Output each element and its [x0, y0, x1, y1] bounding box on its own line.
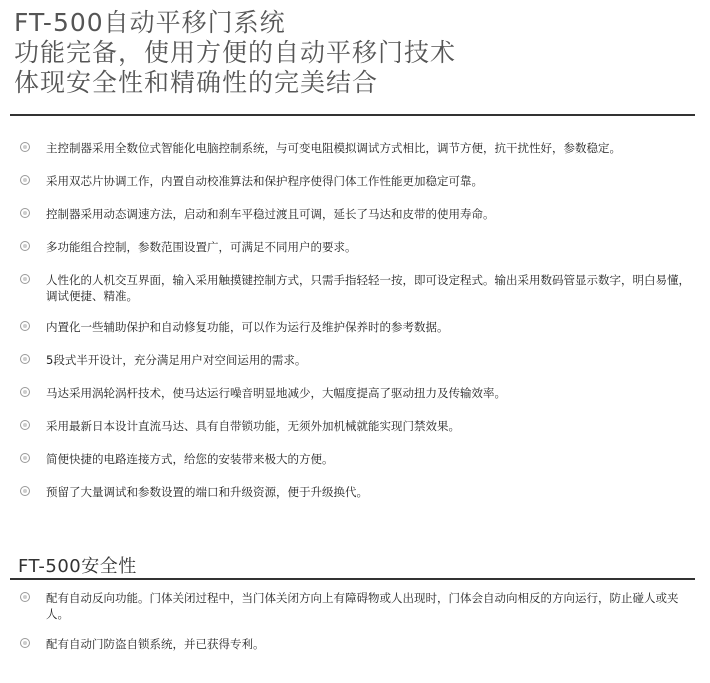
- list-item-text: 采用双芯片协调工作，内置自动校准算法和保护程序使得门体工作性能更加稳定可靠。: [46, 174, 483, 188]
- list-item-text: 配有自动反向功能。门体关闭过程中，当门体关闭方向上有障碍物或人出现时，门体会自动向相反的方向运行，防止碰人或夹人。: [46, 591, 679, 621]
- list-item-text: 采用最新日本设计直流马达、具有自带锁功能，无须外加机械就能实现门禁效果。: [46, 419, 460, 433]
- circle-bullet-icon: [20, 638, 30, 648]
- circle-bullet-icon: [20, 486, 30, 496]
- list-item-text: 主控制器采用全数位式智能化电脑控制系统，与可变电阻模拟调试方式相比，调节方便，抗干扰性好，参数稳定。: [46, 141, 621, 155]
- circle-bullet-icon: [20, 142, 30, 152]
- list-item: [20, 484, 700, 500]
- list-item: [20, 239, 700, 255]
- circle-bullet-icon: [20, 321, 30, 331]
- list-item-text: 配有自动门防盗自锁系统，并已获得专利。: [46, 637, 265, 651]
- circle-bullet-icon: [20, 208, 30, 218]
- circle-bullet-icon: [20, 420, 30, 430]
- list-item-text: 简便快捷的电路连接方式，给您的安装带来极大的方便。: [46, 452, 334, 466]
- safety-list: [20, 590, 700, 652]
- list-item-text: 人性化的人机交互界面，输入采用触摸键控制方式，只需手指轻轻一按，即可设定程式。输出采用数码管显示数字，明白易懂，调试便捷、精准。: [46, 273, 690, 303]
- header-divider: [10, 114, 695, 116]
- circle-bullet-icon: [20, 175, 30, 185]
- list-item: [20, 352, 700, 368]
- safety-divider: [10, 578, 695, 580]
- list-item: [20, 206, 700, 222]
- list-item: [20, 590, 700, 622]
- title-line-1: FT-500自动平移门系统: [14, 8, 286, 37]
- circle-bullet-icon: [20, 387, 30, 397]
- features-list: [20, 140, 700, 500]
- title-line-2: 功能完备，使用方便的自动平移门技术: [14, 38, 457, 67]
- page-header: [14, 6, 704, 98]
- list-item: [20, 636, 700, 652]
- list-item-text: 5段式半开设计，充分满足用户对空间运用的需求。: [46, 353, 307, 367]
- list-item-text: 控制器采用动态调速方法，启动和刹车平稳过渡且可调，延长了马达和皮带的使用寿命。: [46, 207, 495, 221]
- list-item: [20, 418, 700, 434]
- circle-bullet-icon: [20, 241, 30, 251]
- list-item: [20, 319, 700, 335]
- list-item: [20, 451, 700, 467]
- list-item-text: 内置化一些辅助保护和自动修复功能，可以作为运行及维护保养时的参考数据。: [46, 320, 449, 334]
- list-item: [20, 173, 700, 189]
- circle-bullet-icon: [20, 592, 30, 602]
- title-line-3: 体现安全性和精确性的完美结合: [14, 68, 379, 97]
- list-item: [20, 385, 700, 401]
- list-item-text: 多功能组合控制，参数范围设置广，可满足不同用户的要求。: [46, 240, 357, 254]
- list-item-text: 马达采用涡轮涡杆技术，使马达运行噪音明显地减少，大幅度提高了驱动扭力及传输效率。: [46, 386, 506, 400]
- circle-bullet-icon: [20, 354, 30, 364]
- list-item-text: 预留了大量调试和参数设置的端口和升级资源，便于升级换代。: [46, 485, 368, 499]
- list-item: [20, 272, 700, 304]
- list-item: [20, 140, 700, 156]
- circle-bullet-icon: [20, 453, 30, 463]
- safety-section-title: FT-500安全性: [18, 556, 137, 577]
- circle-bullet-icon: [20, 274, 30, 284]
